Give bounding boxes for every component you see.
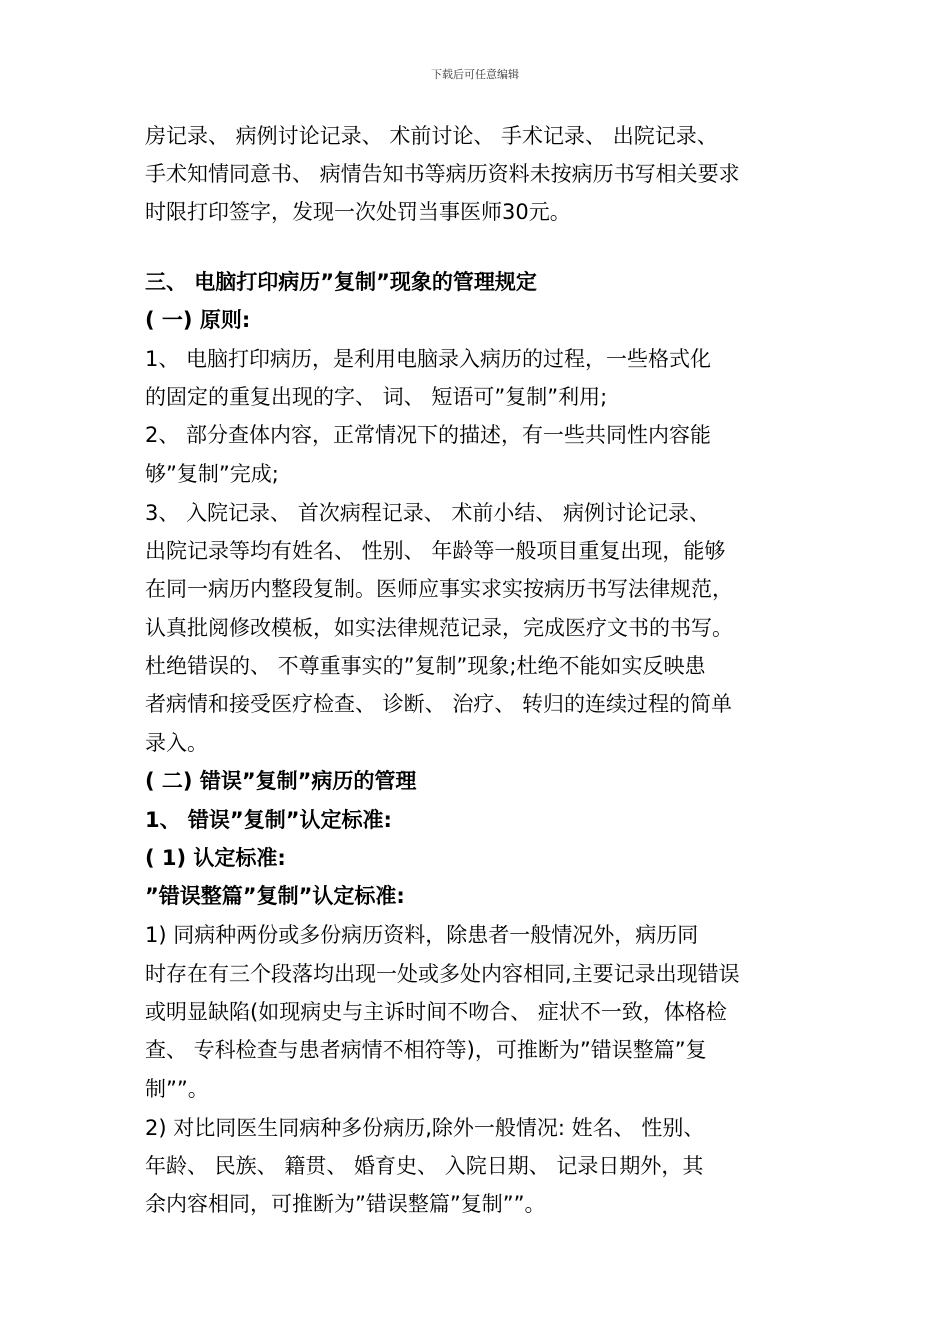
item-heading: ( 1) 认定标准: [145,846,286,870]
text-line: 1) 同病种两份或多份病历资料，除患者一般情况外，病历同 [145,923,699,947]
text-line: 者病情和接受医疗检查、 诊断、 治疗、 转归的连续过程的简单 [145,692,733,716]
page-header-note: 下载后可任意编辑 [431,68,519,81]
text-line: 房记录、 病例讨论记录、 术前讨论、 手术记录、 出院记录、 [145,124,718,148]
text-line: 在同一病历内整段复制。医师应事实求实按病历书写法律规范， [145,577,733,601]
text-line: 时限打印签字，发现一次处罚当事医师30元。 [145,200,571,224]
text-line: 3、 入院记录、 首次病程记录、 术前小结、 病例讨论记录、 [145,501,711,525]
subsection-heading: ( 一) 原则: [145,308,251,332]
text-line: 查、 专科检查与患者病情不相符等)，可推断为”错误整篇”复 [145,1038,707,1062]
section-heading: 三、 电脑打印病历”复制”现象的管理规定 [145,270,537,294]
text-line: 杜绝错误的、 不尊重事实的”复制”现象;杜绝不能如实反映患 [145,654,706,678]
text-line: 出院记录等均有姓名、 性别、 年龄等一般项目重复出现，能够 [145,539,726,563]
text-line: 年龄、 民族、 籍贯、 婚育史、 入院日期、 记录日期外，其 [145,1154,704,1178]
text-line: 或明显缺陷(如现病史与主诉时间不吻合、 症状不一致，体格检 [145,1000,727,1024]
text-line: 制””。 [145,1077,209,1101]
text-line: 够”复制”完成; [145,462,279,486]
item-heading: ”错误整篇”复制”认定标准: [145,884,405,908]
text-line: 认真批阅修改模板，如实法律规范记录，完成医疗文书的书写。 [145,616,733,640]
text-line: 余内容相同，可推断为”错误整篇”复制””。 [145,1192,546,1216]
text-line: 时存在有三个段落均出现一处或多处内容相同,主要记录出现错误 [145,962,740,986]
text-line: 2、 部分查体内容，正常情况下的描述，有一些共同性内容能 [145,423,712,447]
text-line: 录入。 [145,731,208,755]
text-line: 2) 对比同医生同病种多份病历,除外一般情况: 姓名、 性别、 [145,1116,705,1140]
text-line: 手术知情同意书、 病情告知书等病历资料未按病历书写相关要求 [145,162,740,186]
item-heading: 1、 错误”复制”认定标准: [145,808,392,832]
text-line: 的固定的重复出现的字、 词、 短语可”复制”利用; [145,385,608,409]
text-line: 1、 电脑打印病历，是利用电脑录入病历的过程，一些格式化 [145,347,712,371]
subsection-heading: ( 二) 错误”复制”病历的管理 [145,769,417,793]
